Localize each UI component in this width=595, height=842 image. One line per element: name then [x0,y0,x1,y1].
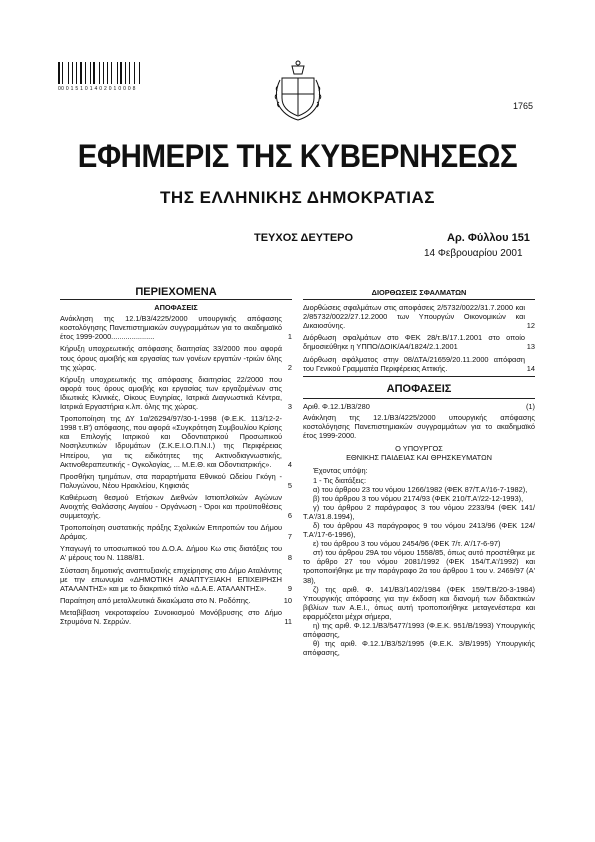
correction-entry-page: 14 [526,363,535,373]
decision-paragraph: γ) του άρθρου 2 παράγραφος 3 του νόμου 2233/94 (ΦΕΚ 141/Τ.Α'/31.8.1994), [303,502,535,521]
contents-entry [60,596,292,605]
decision-paragraph: β) του άρθρου 3 του νόμου 2174/93 (ΦΕΚ 210/Τ.Α'/22-12-1993), [313,493,524,503]
contents-entry-page: 4 [287,459,292,469]
barcode-bar [93,62,95,84]
barcode-bar [131,62,133,84]
decision-paragraph: θ) της αριθ. Φ.12.1/Β3/52/1995 (Φ.Ε.Κ. 3/Β/1995) Υπουργικής απόφασης, [303,639,535,658]
barcode-number: 00 0 1 5 1 0 1 4 0 2 0 1 0 0 0 8 [58,86,136,92]
correction-entry-page: 12 [526,321,535,331]
correction-entry-text: Διορθώσεις σφαλμάτων στις αποφάσεις 2/5732/0022/31.7.2000 και 2/85732/0022/27.12.2000 των Υπουργών Οικονομικών και Δικαιοσύνης. [303,303,525,331]
contents-entry-text: Ανάκληση της 12.1/Β3/4225/2000 υπουργικής απόφασης κοστολόγησης Πανεπιστημιακών συγγραμμάτων για το ακαδημαϊκό έτος 1999-2000..................... [60,314,282,342]
barcode-bar [74,62,75,84]
barcode-bar [139,62,140,84]
issue-date: 14 Φεβρουαρίου 2001 [424,248,523,259]
contents-entry [60,523,292,541]
contents-entry [60,414,292,469]
correction-entry-page: 13 [526,342,535,352]
barcode-bar [96,62,98,84]
decisions-title: ΑΠΟΦΑΣΕΙΣ [386,382,452,395]
barcode-bar [78,62,79,84]
barcode-bar [140,62,141,84]
barcode-bar [72,62,73,84]
contents-entry-page: 7 [287,532,292,542]
decision-paragraph: ζ) της αριθ. Φ. 141/Β3/1402/1984 (ΦΕΚ 159/Τ.Β/20-3-1984) Υπουργικής απόφασης για την έκδοση και διανομή των διδακτικών βιβλίων των Α.Ε.Ι., όπως αυτή τροποποιήθηκε μεταγενέστερα και εφαρμόζεται μέχρι σήμερα, [303,584,535,621]
contents-entry-text: Προσθήκη τμημάτων, στα παραρτήματα Εθνικού Ωδείου Γκόγη - Πολυγώνου, Νέου Ηρακλείου, Κηφισιάς [60,471,282,490]
contents-title: ΠΕΡΙΕΧΟΜΕΝΑ [135,286,217,298]
contents-entry-page: 8 [287,553,292,563]
barcode-bar [83,62,84,84]
contents-entry-text: Τροποποίηση συστατικής πράξης Σχολικών Επιτροπών του Δήμου Δράμας. [60,523,282,542]
barcode-bar [107,62,108,84]
decision-paragraph: α) του άρθρου 23 του νόμου 1266/1982 (ΦΕΚ 87/Τ.Α'/16-7-1982), [313,484,528,494]
correction-entry [303,333,535,351]
correction-entry-text: Διόρθωση σφάλματος στην 08/ΔΤΑ/21659/20.11.2000 απόφαση του Γενικού Γραμματέα Περιφέρειας Αττικής. [303,354,525,373]
corrections-title: ΔΙΟΡΘΩΣΕΙΣ ΣΦΑΛΜΑΤΩΝ [371,288,467,297]
correction-entry [303,303,535,330]
barcode-bar [85,62,86,84]
barcode-bar [61,62,62,84]
issue-number: Αρ. Φύλλου 151 [447,232,530,244]
barcode-bar [64,62,66,84]
contents-entry-page: 6 [287,511,292,521]
barcode-bar [127,62,128,84]
page-number: 1765 [512,101,533,111]
barcode-bar [136,62,138,84]
decision-paragraph: η) της αριθ. Φ.12.1/Β3/5477/1993 (Φ.Ε.Κ. 951/Β/1993) Υπουργικής απόφασης, [303,621,535,640]
contents-entry [60,566,292,593]
contents-entry [60,375,292,411]
correction-entry [303,355,535,373]
contents-entry [60,544,292,562]
barcode-bar [117,62,118,84]
barcode-bar [62,62,63,84]
barcode-bar [58,62,60,84]
correction-entry-text: Διόρθωση σφαλμάτων στο ΦΕΚ 28/τ.Β/17.1.2001 στο οποίο δημοσιεύθηκε η ΥΠΠΟ/ΔΟΙΚ/Α4/1824/2.1.2001 [303,333,525,352]
barcode-bar [69,62,71,84]
contents-entry-text: Σύσταση δημοτικής αναπτυξιακής επιχείρησης στο Δήμο Αταλάντης με την επωνυμία «ΔΗΜΟΤΙΚΗ ΑΝΑΠΤΥΞΙΑΚΗ ΕΠΙΧΕΙΡΗΣΗ ΑΤΑΛΑΝΤΗΣ» και με το διακριτικό τίτλο «Δ.Α.Ε. ΑΤΑΛΑΝΤΗΣ». [60,565,282,593]
right-column [303,288,535,657]
divider [60,299,292,300]
contents-list [60,314,292,626]
issue-series: ΤΕΥΧΟΣ ΔΕΥΤΕΡΟ [254,232,354,244]
corrections-list [303,303,535,373]
decision-ref-text: Αριθ. Φ.12.1/Β3/280 [303,401,370,411]
barcode-bar [105,62,106,84]
contents-entry [60,472,292,490]
decision-paragraph: 1 - Τις διατάξεις: [313,475,367,485]
minister-heading: Ο ΥΠΟΥΡΓΟΣ [395,444,443,454]
contents-entry-page: 3 [287,402,292,412]
decision-paragraph: στ) του άρθρου 29Α του νόμου 1558/85, όπως αυτό προστέθηκε με το άρθρο 27 του νόμου 2081/1992 (ΦΕΚ 154/Τ.Α'/1992) και τροποποιήθηκε με την παράγραφο 2α του άρθρου 1 του ν. 2469/97 (Α' 38), [303,548,535,585]
contents-entry-page: 9 [287,583,292,593]
barcode-bar [101,62,102,84]
contents-entry-text: Μεταβίβαση νεκροταφείου Συνοικισμού Μονόβρυσης στο Δήμο Στρυμόνα Ν. Σερρών. [60,607,282,626]
contents-section-title: ΑΠΟΦΑΣΕΙΣ [154,303,198,313]
barcode [58,62,148,84]
contents-entry-text: Υπαγωγή το υποσωπικού του Δ.Ο.Α. Δήμου Κω στις διατάξεις του Α' μέρους του Ν. 1188/81. [60,544,282,563]
decision-ref-number: (1) [525,401,535,411]
ministry-heading: ΕΘΝΙΚΗΣ ΠΑΙΔΕΙΑΣ ΚΑΙ ΘΡΗΣΚΕΥΜΑΤΩΝ [346,453,492,463]
contents-entry-page: 1 [287,332,292,342]
barcode-bar [134,62,135,84]
barcode-bar [103,62,105,84]
contents-entry-text: Καθιέρωση θεσμού Ετήσιων Διεθνών Ιστιοπλοϊκών Αγώνων Ανοιχτής Θαλάσσης Αιγαίου - Οργάνωση - Όροι και προϋποθέσεις συμμετοχής. [60,492,282,521]
barcode-bar [68,62,69,84]
decision-body [303,466,535,657]
contents-entry [60,493,292,520]
contents-entry-page: 11 [284,617,292,626]
contents-entry-page: 5 [287,480,292,490]
barcode-bar [123,62,124,84]
barcode-bar [99,62,100,84]
contents-entry [60,344,292,371]
contents-entry-page: 10 [283,595,292,605]
barcode-bar [120,62,122,84]
barcode-bar [129,62,130,84]
barcode-bar [90,62,91,84]
barcode-bar [109,62,111,84]
barcode-bar [91,62,92,84]
coat-of-arms-emblem [272,58,324,124]
divider [303,299,535,300]
divider [303,376,535,377]
barcode-bar [80,62,82,84]
barcode-bar [76,62,78,84]
barcode-bar [111,62,112,84]
barcode-bar [118,62,119,84]
contents-column [60,288,292,629]
contents-entry [60,314,292,341]
barcode-bar [113,62,115,84]
decision-intro: Ανάκληση της 12.1/Β3/4225/2000 υπουργικής απόφασης κοστολόγησης Πανεπιστημιακών συγγραμμάτων για το ακαδημαϊκό έτος 1999-2000. [303,412,535,441]
barcode-bar [87,62,89,84]
decision-paragraph: δ) του άρθρου 43 παράγραφος 9 του νόμου 2413/96 (ΦΕΚ 124/Τ.Α'/17-6-1996), [303,520,535,540]
contents-entry-page: 2 [287,362,292,372]
divider [303,398,535,399]
gazette-title: ΕΦΗΜΕΡΙΣ ΤΗΣ ΚΥΒΕΡΝΗΣΕΩΣ [77,138,518,174]
decision-reference [303,402,535,411]
contents-entry-text: Κήρυξη υποχρεωτικής της απόφασης διαιτησίας 22/2000 που αφορά τους όρους αμοιβής και εργασίας των εργαζομένων στις Ιδιωτικές Κλινικές, Οίκους Ευγηρίας, Ιατρικά Διαγνωστικά Κέντρα, Ιατρικά Εργαστήρια κ.λπ. όλης της χώρας. [60,374,282,412]
contents-entry-text: Κήρυξη υποχρεωτικής απόφασης διαιτησίας 33/2000 που αφορά τους όρους αμοιβής και εργασίας των γονέων εργατών -τριών όλης της χώρας. [60,344,282,372]
contents-entry-text: Παραίτηση από μεταλλευτικά δικαιώματα στο Ν. Ροδόπης. [60,595,251,605]
contents-entry [60,608,292,626]
gazette-subtitle: ΤΗΣ ΕΛΛΗΝΙΚΗΣ ΔΗΜΟΚΡΑΤΙΑΣ [160,188,435,207]
decision-paragraph: Έχοντας υπόψη: [313,466,368,476]
decision-paragraph: ε) του άρθρου 3 του νόμου 2454/96 (ΦΕΚ 7/τ. Α'/17-6-97) [313,539,501,549]
barcode-bar [125,62,127,84]
contents-entry-text: Τροποποίηση της ΔΥ 1α/26294/97/30-1-1998 (Φ.Ε.Κ. 113/12-2-1998 τ.Β') απόφασης, που αφορά «Συγκρότηση Συμβουλίου Κρίσης και Επιλογής Ιατρικού και Οδοντιατρικού Προσωπικού Νοσηλευτικών Ιδρυμάτων (Σ.Κ.Ε.Ι.Ο.Π.Ν.Ι.) της Περιφέρειας Ηπείρου, για τις ειδικότητες της Ακτινοδιαγνωστικής, Ακτινοθεραπευτικής - Ογκολογίας, ... Μ.Ε.Θ. και Οδοντιατρικής». [60,414,283,469]
